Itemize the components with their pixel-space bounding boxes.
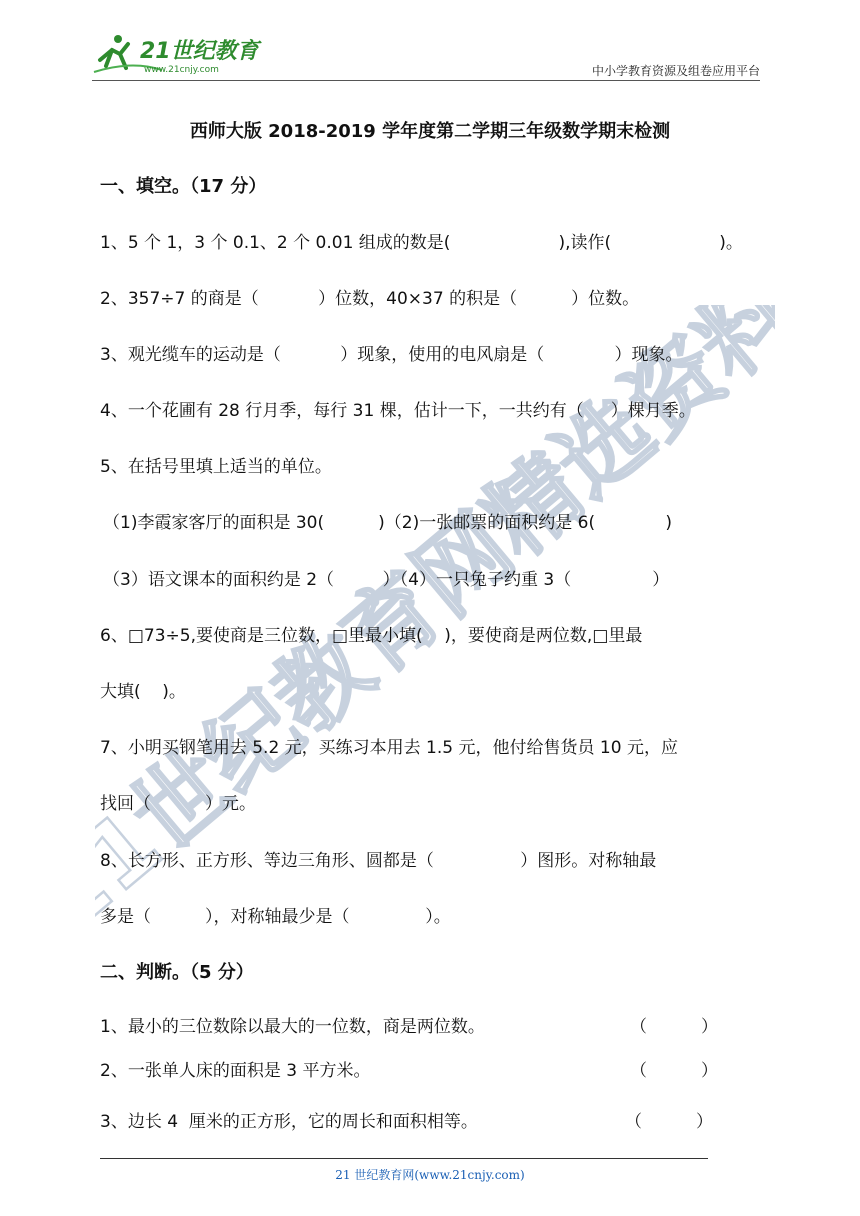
judge-item: 1、最小的三位数除以最大的一位数，商是两位数。 <box>100 1017 485 1037</box>
question-line: 8、长方形、正方形、等边三角形、圆都是（ ）图形。对称轴最 <box>100 851 657 871</box>
question-subline: （3）语文课本的面积约是 2（ ）（4）一只兔子约重 3（ ） <box>103 570 670 590</box>
question-line: 6、□73÷5,要使商是三位数，□里最小填( )，要使商是两位数,□里最 <box>100 626 643 646</box>
section-heading-judge: 二、判断。（5 分） <box>100 962 254 983</box>
question-line: 2、357÷7 的商是（ ）位数，40×37 的积是（ ）位数。 <box>100 289 640 309</box>
site-logo <box>92 30 267 78</box>
question-line: 5、在括号里填上适当的单位。 <box>100 457 332 477</box>
header-platform-text: 中小学教育资源及组卷应用平台 <box>591 64 760 78</box>
logo-url: www.21cnjy.com <box>144 65 219 75</box>
judge-answer-paren: （ ） <box>625 1112 714 1132</box>
question-line: 1、5 个 1，3 个 0.1、2 个 0.01 组成的数是( ),读作( )。 <box>100 233 743 253</box>
question-subline: （1)李霞家客厅的面积是 30( )（2)一张邮票的面积约是 6( ) <box>103 513 672 533</box>
question-line: 4、一个花圃有 28 行月季，每行 31 棵，估计一下，一共约有（ ）棵月季。 <box>100 401 696 421</box>
page-title: 西师大版 2018-2019 学年度第二学期三年级数学期末检测 <box>189 121 671 142</box>
header-divider <box>92 80 760 81</box>
question-line: 3、观光缆车的运动是（ ）现象，使用的电风扇是（ ）现象。 <box>100 345 683 365</box>
footer-text: 21 世纪教育网(www.21cnjy.com) <box>335 1168 525 1182</box>
watermark-text: 21世纪教育网精选资料 <box>95 305 775 955</box>
footer-divider <box>100 1158 708 1159</box>
question-line: 7、小明买钢笔用去 5.2 元，买练习本用去 1.5 元，他付给售货员 10 元，应 <box>100 738 678 758</box>
section-heading-fill-blank: 一、填空。（17 分） <box>100 176 267 197</box>
judge-answer-paren: （ ） <box>630 1017 719 1037</box>
logo-text: 21世纪教育 <box>140 39 259 64</box>
question-line: 大填( )。 <box>100 682 186 702</box>
question-line: 找回（ ）元。 <box>100 794 257 814</box>
judge-item: 2、一张单人床的面积是 3 平方米。 <box>100 1061 371 1081</box>
question-line: 多是（ ），对称轴最少是（ ）。 <box>100 907 451 927</box>
judge-item: 3、边长 4 厘米的正方形，它的周长和面积相等。 <box>100 1112 478 1132</box>
judge-answer-paren: （ ） <box>630 1061 719 1081</box>
